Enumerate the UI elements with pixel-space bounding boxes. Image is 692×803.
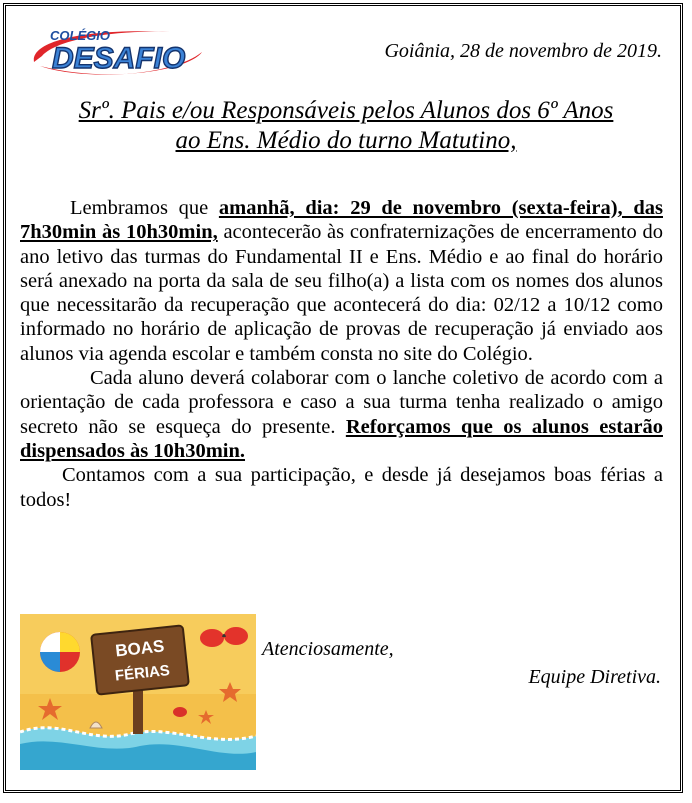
document-date: Goiânia, 28 de novembro de 2019.	[384, 40, 662, 62]
paragraph-2	[20, 366, 663, 463]
heading-line-2: ao Ens. Médio do turno Matutino,	[175, 127, 517, 154]
signature: Equipe Diretiva.	[528, 666, 661, 688]
school-logo	[20, 22, 210, 82]
paragraph-2-highlight: Reforçamos que os alunos estarão dispensados às 10h30min.	[20, 415, 663, 462]
paragraph-1	[20, 196, 663, 366]
closing-greeting: Atenciosamente,	[262, 638, 394, 660]
beach-ball-icon	[40, 632, 80, 672]
letter-body	[20, 196, 663, 512]
letter-heading	[20, 96, 672, 156]
sign-line-2: FÉRIAS	[114, 661, 171, 685]
paragraph-1-highlight: amanhã, dia: 29 de novembro (sexta-feira), das 7h30min às 10h30min,	[20, 197, 663, 244]
heading-line-1: Srº. Pais e/ou Responsáveis pelos Alunos dos 6º Anos	[78, 97, 614, 124]
paragraph-2-text: Cada aluno deverá colaborar com o lanche coletivo de acordo com a orientação de cada professora e caso a sua turma tenha realizado o amigo secreto não se esqueça do presente.	[20, 367, 663, 438]
paragraph-1-rest: acontecerão às confraternizações de encerramento do ano letivo das turmas do Fundamental II e Ens. Médio e ao final do horário será anexado na porta da sala de seu filho(a) a lista com os nomes dos alunos que necessitarão da recuperação que acontecerá do dia: 02/12 a 10/12 como informado no horário de aplicação de provas de recuperação já enviado aos alunos via agenda escolar e também consta no site do Colégio.	[20, 221, 663, 365]
crab-icon	[173, 707, 187, 717]
logo-big-text: DESAFIO	[52, 42, 186, 75]
paragraph-1-intro: Lembramos que	[70, 197, 219, 219]
paragraph-3: Contamos com a sua participação, e desde já desejamos boas férias a todos!	[20, 464, 663, 511]
boas-ferias-illustration	[20, 614, 256, 770]
sign-line-1: BOAS	[114, 636, 166, 661]
logo-small-text: COLÉGIO	[50, 28, 110, 43]
